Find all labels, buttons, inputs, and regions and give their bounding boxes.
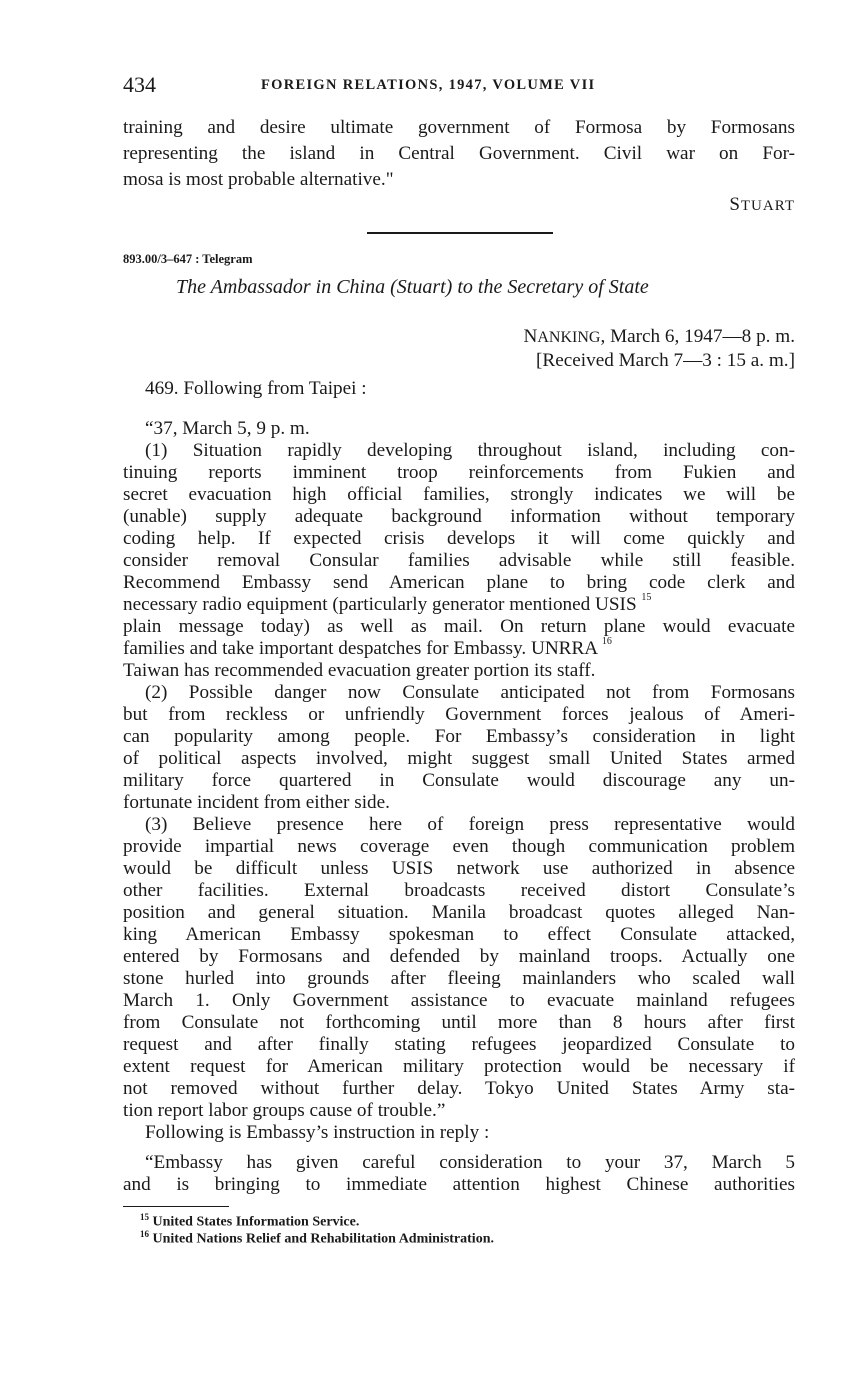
text-line: families and take important despatches for Embassy. UNRRA $^{16}$ xyxy=(123,636,612,659)
text-line: from Consulate not forthcoming until more than 8 hours after first xyxy=(123,1012,795,1033)
text-line: of political aspects involved, might suggest small United States armed xyxy=(123,748,795,769)
text-line: not removed without further delay. Tokyo United States Army sta- xyxy=(123,1078,795,1099)
footnote-divider xyxy=(123,1206,229,1207)
text-line: would be difficult unless USIS network use authorized in absence xyxy=(123,858,795,879)
text-line: but from reckless or unfriendly Government forces jealous of Ameri- xyxy=(123,704,795,725)
text-line: military force quartered in Consulate would discourage any un- xyxy=(123,770,795,791)
text-line: plain message today) as well as mail. On return plane would evacuate xyxy=(123,616,795,637)
text-line: tion report labor groups cause of trouble.” xyxy=(123,1100,446,1121)
document-title: The Ambassador in China (Stuart) to the Secretary of State xyxy=(176,276,649,298)
signature: STUART xyxy=(729,194,795,215)
section-divider xyxy=(367,232,553,234)
text-line: fortunate incident from either side. xyxy=(123,792,390,813)
text-line: (unable) supply adequate background information without temporary xyxy=(123,506,795,527)
text-line: other facilities. External broadcasts received distort Consulate’s xyxy=(123,880,795,901)
footnote-ref: 16 xyxy=(601,636,612,647)
footnote-ref: 15 xyxy=(641,592,652,603)
instruction-intro: Following is Embassy’s instruction in reply : xyxy=(145,1122,490,1143)
text-line: tinuing reports imminent troop reinforcements from Fukien and xyxy=(123,462,795,483)
text-line: “Embassy has given careful consideration to your 37, March 5 xyxy=(145,1152,795,1173)
dateline: NANKING, March 6, 1947—8 p. m. xyxy=(523,326,795,347)
text-line: consider removal Consular families advisable while still feasible. xyxy=(123,550,795,571)
footnote-16: $^{16}$ United Nations Relief and Rehabilitation Administration. xyxy=(140,1229,494,1247)
running-head: FOREIGN RELATIONS, 1947, VOLUME VII xyxy=(261,77,596,93)
page-header xyxy=(123,72,795,102)
text-line: representing the island in Central Government. Civil war on For- xyxy=(123,143,795,164)
quote-heading: “37, March 5, 9 p. m. xyxy=(145,418,310,439)
text-line: Taiwan has recommended evacuation greater portion its staff. xyxy=(123,660,596,681)
text-line: mosa is most probable alternative." xyxy=(123,169,394,190)
text-line: March 1. Only Government assistance to evacuate mainland refugees xyxy=(123,990,795,1011)
footnote-15: $^{15}$ United States Information Service. xyxy=(140,1212,360,1230)
text-line: extent request for American military protection would be necessary if xyxy=(123,1056,795,1077)
text-line: provide impartial news coverage even though communication problem xyxy=(123,836,795,857)
text-line: and is bringing to immediate attention highest Chinese authorities xyxy=(123,1174,795,1195)
text-line: (3) Believe presence here of foreign press representative would xyxy=(145,814,795,835)
text-line: request and after finally stating refugees jeopardized Consulate to xyxy=(123,1034,795,1055)
text-line: training and desire ultimate government of Formosa by Formosans xyxy=(123,117,795,138)
file-reference: 893.00/3–647 : Telegram xyxy=(123,252,253,266)
page-number: 434 xyxy=(123,72,156,97)
text-line: stone hurled into grounds after fleeing mainlanders who scaled wall xyxy=(123,968,795,989)
text-line: entered by Formosans and defended by mainland troops. Actually one xyxy=(123,946,795,967)
text-line: secret evacuation high official families, strongly indicates we will be xyxy=(123,484,795,505)
text-line: king American Embassy spokesman to effect Consulate attacked, xyxy=(123,924,795,945)
text-line: position and general situation. Manila broadcast quotes alleged Nan- xyxy=(123,902,795,923)
text-line: Recommend Embassy send American plane to bring code clerk and xyxy=(123,572,795,593)
text-line: coding help. If expected crisis develops it will come quickly and xyxy=(123,528,795,549)
text-line: necessary radio equipment (particularly generator mentioned USIS $^{15}$ xyxy=(123,592,652,615)
text-line: can popularity among people. For Embassy’s consideration in light xyxy=(123,726,795,747)
text-line: (1) Situation rapidly developing throughout island, including con- xyxy=(145,440,795,461)
opening-line: 469. Following from Taipei : xyxy=(145,378,367,399)
received-line: [Received March 7—3 : 15 a. m.] xyxy=(536,350,795,371)
text-line: (2) Possible danger now Consulate anticipated not from Formosans xyxy=(145,682,795,703)
